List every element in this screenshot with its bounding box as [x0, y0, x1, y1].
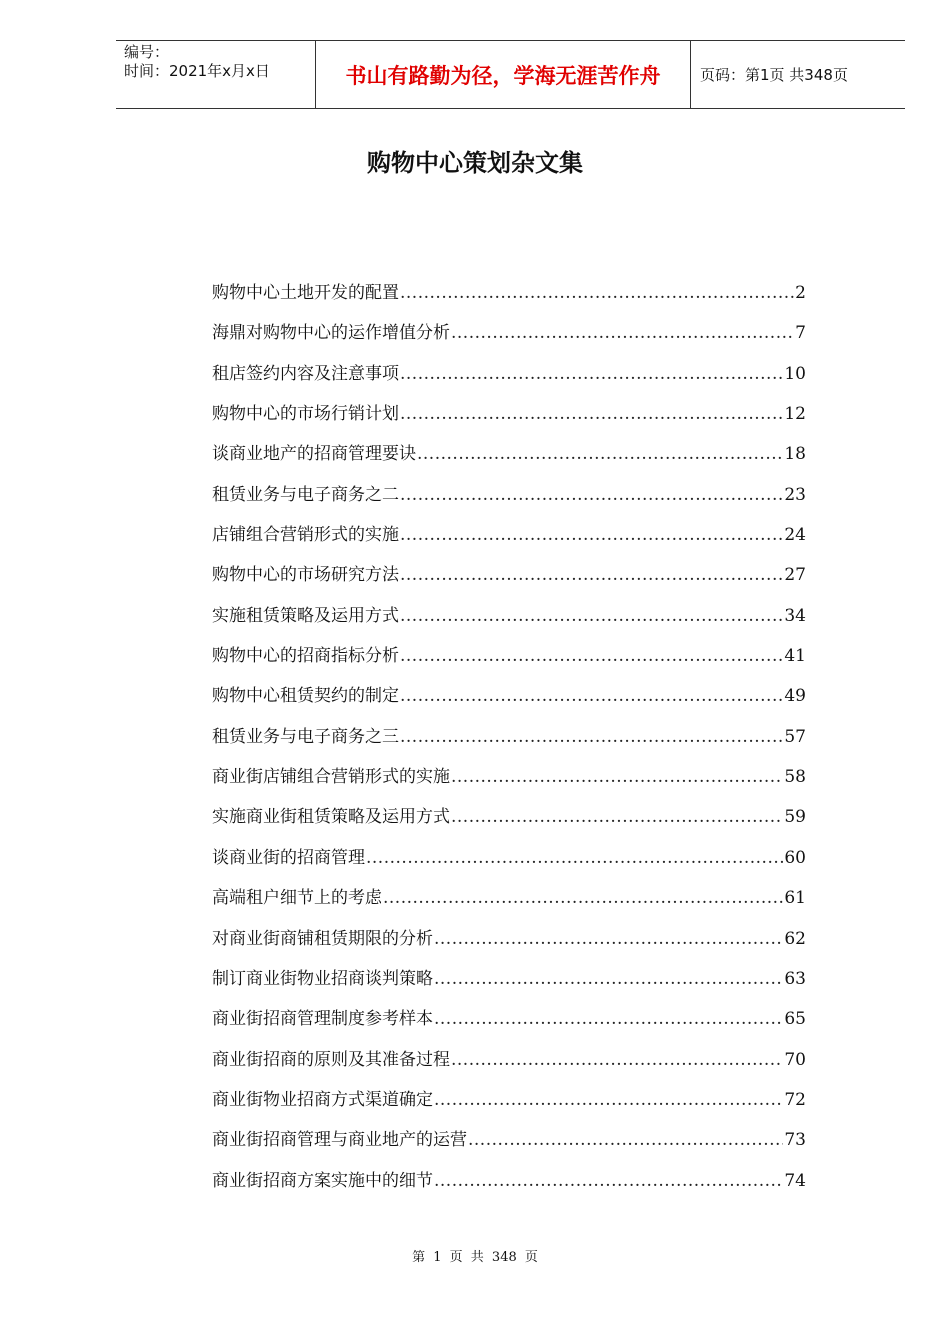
toc-entry-title: 商业街招商方案实施中的细节 — [212, 1170, 433, 1191]
toc-entry-page: 74 — [784, 1170, 806, 1191]
toc-entry-page: 41 — [784, 646, 806, 667]
page-footer: 第 1 页 共 348 页 — [412, 1250, 538, 1265]
header-page-info: 页码：第1页 共348页 — [700, 66, 848, 84]
toc-entry-page: 72 — [784, 1089, 806, 1110]
toc-entry[interactable] — [212, 603, 806, 643]
toc-entry[interactable] — [212, 1006, 806, 1046]
toc-entry[interactable] — [212, 724, 806, 764]
toc-entry-page: 73 — [784, 1130, 806, 1151]
toc-entry-page: 60 — [784, 847, 806, 868]
toc-entry-title: 购物中心的市场研究方法 — [212, 565, 399, 586]
toc-entry-title: 商业街招商管理制度参考样本 — [212, 1009, 433, 1030]
toc-entry-title: 商业街物业招商方式渠道确定 — [212, 1089, 433, 1110]
toc-leader-dots — [434, 926, 783, 952]
toc-leader-dots — [400, 522, 783, 548]
toc-entry[interactable] — [212, 320, 806, 360]
toc-entry[interactable] — [212, 280, 806, 320]
toc-entry-title: 商业街店铺组合营销形式的实施 — [212, 767, 450, 788]
toc-entry-page: 7 — [795, 323, 806, 344]
toc-entry[interactable] — [212, 482, 806, 522]
toc-entry-title: 购物中心的市场行销计划 — [212, 404, 399, 425]
toc-entry-title: 购物中心的招商指标分析 — [212, 646, 399, 667]
page-header — [116, 40, 905, 109]
toc-leader-dots — [366, 845, 783, 871]
toc-entry[interactable] — [212, 966, 806, 1006]
toc-leader-dots — [451, 804, 783, 830]
header-motto: 书山有路勤为径，学海无涯苦作舟 — [316, 41, 691, 108]
toc-entry[interactable] — [212, 683, 806, 723]
toc-entry[interactable] — [212, 1047, 806, 1087]
toc-entry-page: 12 — [784, 404, 806, 425]
toc-leader-dots — [400, 683, 783, 709]
toc-entry-title: 实施租赁策略及运用方式 — [212, 605, 399, 626]
toc-entry-page: 49 — [784, 686, 806, 707]
toc-entry-page: 59 — [784, 807, 806, 828]
toc-entry-page: 62 — [784, 928, 806, 949]
toc-entry-title: 租赁业务与电子商务之三 — [212, 726, 399, 747]
toc-entry-page: 63 — [784, 968, 806, 989]
toc-entry-title: 租赁业务与电子商务之二 — [212, 484, 399, 505]
toc-entry-title: 高端租户细节上的考虑 — [212, 888, 382, 909]
toc-entry[interactable] — [212, 522, 806, 562]
toc-leader-dots — [434, 966, 783, 992]
toc-entry[interactable] — [212, 926, 806, 966]
toc-leader-dots — [434, 1006, 783, 1032]
toc-entry-title: 店铺组合营销形式的实施 — [212, 525, 399, 546]
toc-entry-title: 购物中心租赁契约的制定 — [212, 686, 399, 707]
toc-entry[interactable] — [212, 1127, 806, 1167]
toc-leader-dots — [400, 562, 783, 588]
toc-entry[interactable] — [212, 401, 806, 441]
toc-leader-dots — [383, 885, 783, 911]
header-meta-cell — [116, 41, 316, 108]
table-of-contents — [212, 280, 806, 1208]
toc-entry-page: 27 — [784, 565, 806, 586]
toc-leader-dots — [468, 1127, 783, 1153]
toc-entry-title: 租店签约内容及注意事项 — [212, 363, 399, 384]
toc-entry-title: 实施商业街租赁策略及运用方式 — [212, 807, 450, 828]
toc-leader-dots — [434, 1168, 783, 1194]
code-label: 编号： — [124, 43, 170, 61]
toc-entry[interactable] — [212, 1168, 806, 1208]
toc-entry-title: 谈商业地产的招商管理要诀 — [212, 444, 416, 465]
toc-leader-dots — [400, 280, 794, 306]
toc-entry-page: 2 — [795, 283, 806, 303]
toc-leader-dots — [451, 320, 794, 346]
toc-entry-page: 57 — [784, 726, 806, 747]
toc-leader-dots — [400, 482, 783, 508]
time-label: 时间：2021年x月x日 — [124, 62, 270, 80]
toc-entry[interactable] — [212, 764, 806, 804]
toc-leader-dots — [400, 361, 783, 387]
toc-leader-dots — [400, 603, 783, 629]
toc-entry[interactable] — [212, 643, 806, 683]
document-title: 购物中心策划杂文集 — [367, 149, 583, 177]
toc-entry-title: 海鼎对购物中心的运作增值分析 — [212, 323, 450, 344]
toc-entry-title: 商业街招商管理与商业地产的运营 — [212, 1130, 467, 1151]
toc-entry-page: 65 — [784, 1009, 806, 1030]
toc-entry-title: 对商业街商铺租赁期限的分析 — [212, 928, 433, 949]
toc-entry-title: 商业街招商的原则及其准备过程 — [212, 1049, 450, 1070]
toc-entry[interactable] — [212, 562, 806, 602]
toc-entry-page: 24 — [784, 525, 806, 546]
toc-leader-dots — [451, 1047, 783, 1073]
toc-entry[interactable] — [212, 361, 806, 401]
toc-entry-title: 购物中心土地开发的配置 — [212, 283, 399, 303]
toc-entry-page: 34 — [784, 605, 806, 626]
toc-entry-page: 23 — [784, 484, 806, 505]
toc-entry-page: 10 — [784, 363, 806, 384]
toc-entry-page: 58 — [784, 767, 806, 788]
toc-entry[interactable] — [212, 1087, 806, 1127]
toc-entry[interactable] — [212, 845, 806, 885]
toc-leader-dots — [434, 1087, 783, 1113]
toc-leader-dots — [417, 441, 783, 467]
toc-entry-page: 18 — [784, 444, 806, 465]
toc-leader-dots — [400, 724, 783, 750]
toc-entry[interactable] — [212, 441, 806, 481]
toc-entry[interactable] — [212, 804, 806, 844]
toc-leader-dots — [400, 643, 783, 669]
toc-entry-title: 制订商业街物业招商谈判策略 — [212, 968, 433, 989]
toc-leader-dots — [451, 764, 783, 790]
toc-entry[interactable] — [212, 885, 806, 925]
toc-entry-page: 70 — [784, 1049, 806, 1070]
toc-entry-title: 谈商业街的招商管理 — [212, 847, 365, 868]
toc-entry-page: 61 — [784, 888, 806, 909]
toc-leader-dots — [400, 401, 783, 427]
